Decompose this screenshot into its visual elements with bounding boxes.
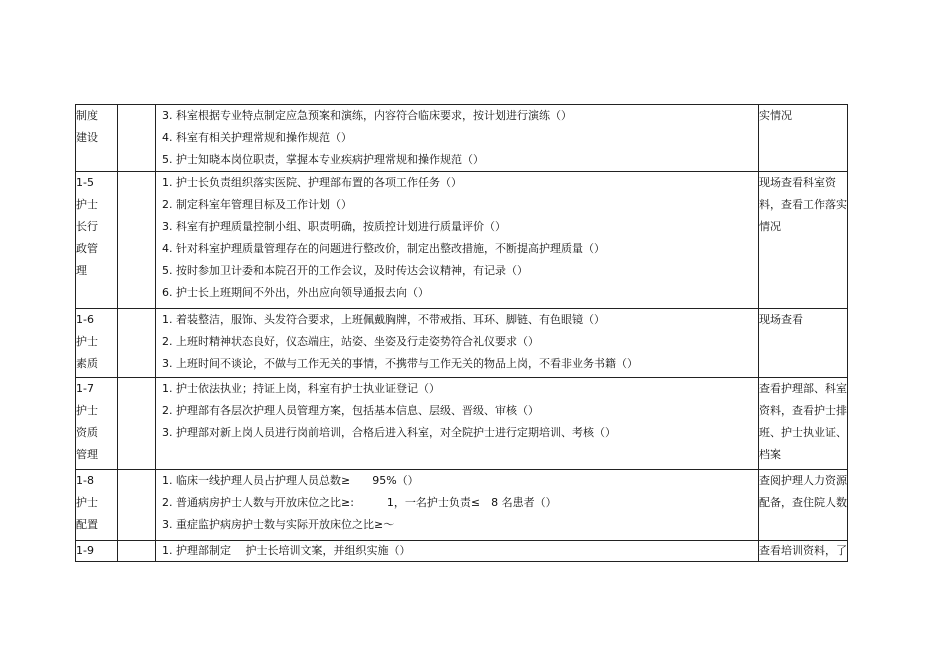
standard-item: 2. 制定科室年管理目标及工作计划（） <box>162 198 352 211</box>
table-row <box>76 309 848 378</box>
category-line: 理 <box>76 264 87 277</box>
method-line: 情况 <box>759 220 781 233</box>
table-row <box>76 378 848 470</box>
method-cell <box>759 378 848 470</box>
items-cell <box>156 172 759 309</box>
standard-item: 2. 普通病房护士人数与开放床位之比≥: 1，一名护士负责≤ 8 名患者（） <box>162 496 557 509</box>
standard-item: 1. 着装整洁，服饰、头发符合要求，上班佩戴胸牌，不带戒指、耳环、脚链、有色眼镜（） <box>162 313 605 326</box>
method-line: 实情况 <box>759 109 792 122</box>
category-line: 建设 <box>76 131 98 144</box>
standard-item: 5. 按时参加卫计委和本院召开的工作会议，及时传达会议精神，有记录（） <box>162 264 528 277</box>
standard-item: 3. 上班时间不谈论，不做与工作无关的事情，不携带与工作无关的物品上岗，不看非业务书籍（） <box>162 357 638 370</box>
category-line: 1-5 <box>76 176 94 189</box>
score-cell <box>118 172 156 309</box>
method-line: 班、护士执业证、 <box>759 426 847 439</box>
method-line: 配备，查住院人数 <box>759 496 847 509</box>
method-cell <box>759 172 848 309</box>
category-line: 长行 <box>76 220 98 233</box>
table-row <box>76 541 848 562</box>
method-line: 查看护理部、科室 <box>759 382 847 395</box>
category-line: 制度 <box>76 109 98 122</box>
category-line: 护士 <box>76 198 98 211</box>
category-line: 资质 <box>76 426 98 439</box>
standard-item: 4. 科室有相关护理常规和操作规范（） <box>162 131 352 144</box>
items-cell <box>156 309 759 378</box>
category-line: 1-8 <box>76 474 94 487</box>
score-cell <box>118 309 156 378</box>
standard-item: 5. 护士知晓本岗位职责，掌握本专业疾病护理常规和操作规范（） <box>162 153 484 166</box>
standard-item: 2. 护理部有各层次护理人员管理方案，包括基本信息、层级、晋级、审核（） <box>162 404 539 417</box>
method-line: 料，查看工作落实 <box>759 198 847 211</box>
category-line: 护士 <box>76 496 98 509</box>
score-cell <box>118 105 156 172</box>
category-line: 护士 <box>76 335 98 348</box>
category-line: 政管 <box>76 242 98 255</box>
category-cell <box>76 309 118 378</box>
standard-item: 3. 科室有护理质量控制小组、职责明确，按质控计划进行质量评价（） <box>162 220 506 233</box>
method-cell <box>759 309 848 378</box>
method-cell <box>759 105 848 172</box>
category-cell <box>76 172 118 309</box>
items-cell <box>156 541 759 562</box>
standard-item: 6. 护士长上班期间不外出，外出应向领导通报去向（） <box>162 286 429 299</box>
standard-item: 2. 上班时精神状态良好，仪态端庄，站姿、坐姿及行走姿势符合礼仪要求（） <box>162 335 539 348</box>
category-cell <box>76 470 118 541</box>
standard-item: 1. 护理部制定 护士长培训文案，并组织实施（） <box>162 544 411 557</box>
score-cell <box>118 541 156 562</box>
category-cell <box>76 105 118 172</box>
standard-item: 4. 针对科室护理质量管理存在的问题进行整改价，制定出整改措施，不断提高护理质量（） <box>162 242 605 255</box>
standard-item: 1. 护士依法执业；持证上岗，科室有护士执业证登记（） <box>162 382 440 395</box>
category-cell <box>76 378 118 470</box>
method-line: 现场查看 <box>759 313 803 326</box>
category-line: 1-6 <box>76 313 94 326</box>
items-cell <box>156 378 759 470</box>
standard-item: 3. 重症监护病房护士数与实际开放床位之比≥～ <box>162 518 395 531</box>
category-line: 配置 <box>76 518 98 531</box>
items-cell <box>156 105 759 172</box>
category-line: 1-7 <box>76 382 94 395</box>
standard-item: 1. 临床一线护理人员占护理人员总数≥ 95%（） <box>162 474 419 487</box>
category-line: 1-9 <box>76 544 94 557</box>
table-row <box>76 105 848 172</box>
table-row <box>76 172 848 309</box>
method-line: 档案 <box>759 448 781 461</box>
method-line: 查看培训资料，了 <box>759 544 847 557</box>
score-cell <box>118 378 156 470</box>
method-cell <box>759 541 848 562</box>
standards-table <box>75 104 848 562</box>
method-line: 查阅护理人力资源 <box>759 474 847 487</box>
standard-item: 1. 护士长负责组织落实医院、护理部布置的各项工作任务（） <box>162 176 462 189</box>
category-cell <box>76 541 118 562</box>
category-line: 管理 <box>76 448 98 461</box>
category-line: 护士 <box>76 404 98 417</box>
items-cell <box>156 470 759 541</box>
standard-item: 3. 护理部对新上岗人员进行岗前培训，合格后进入科室，对全院护士进行定期培训、考核（） <box>162 426 616 439</box>
category-line: 素质 <box>76 357 98 370</box>
method-cell <box>759 470 848 541</box>
table-row <box>76 470 848 541</box>
score-cell <box>118 470 156 541</box>
method-line: 资料，查看护士排 <box>759 404 847 417</box>
standard-item: 3. 科室根据专业特点制定应急预案和演练，内容符合临床要求，按计划进行演练（） <box>162 109 572 122</box>
method-line: 现场查看科室资 <box>759 176 836 189</box>
